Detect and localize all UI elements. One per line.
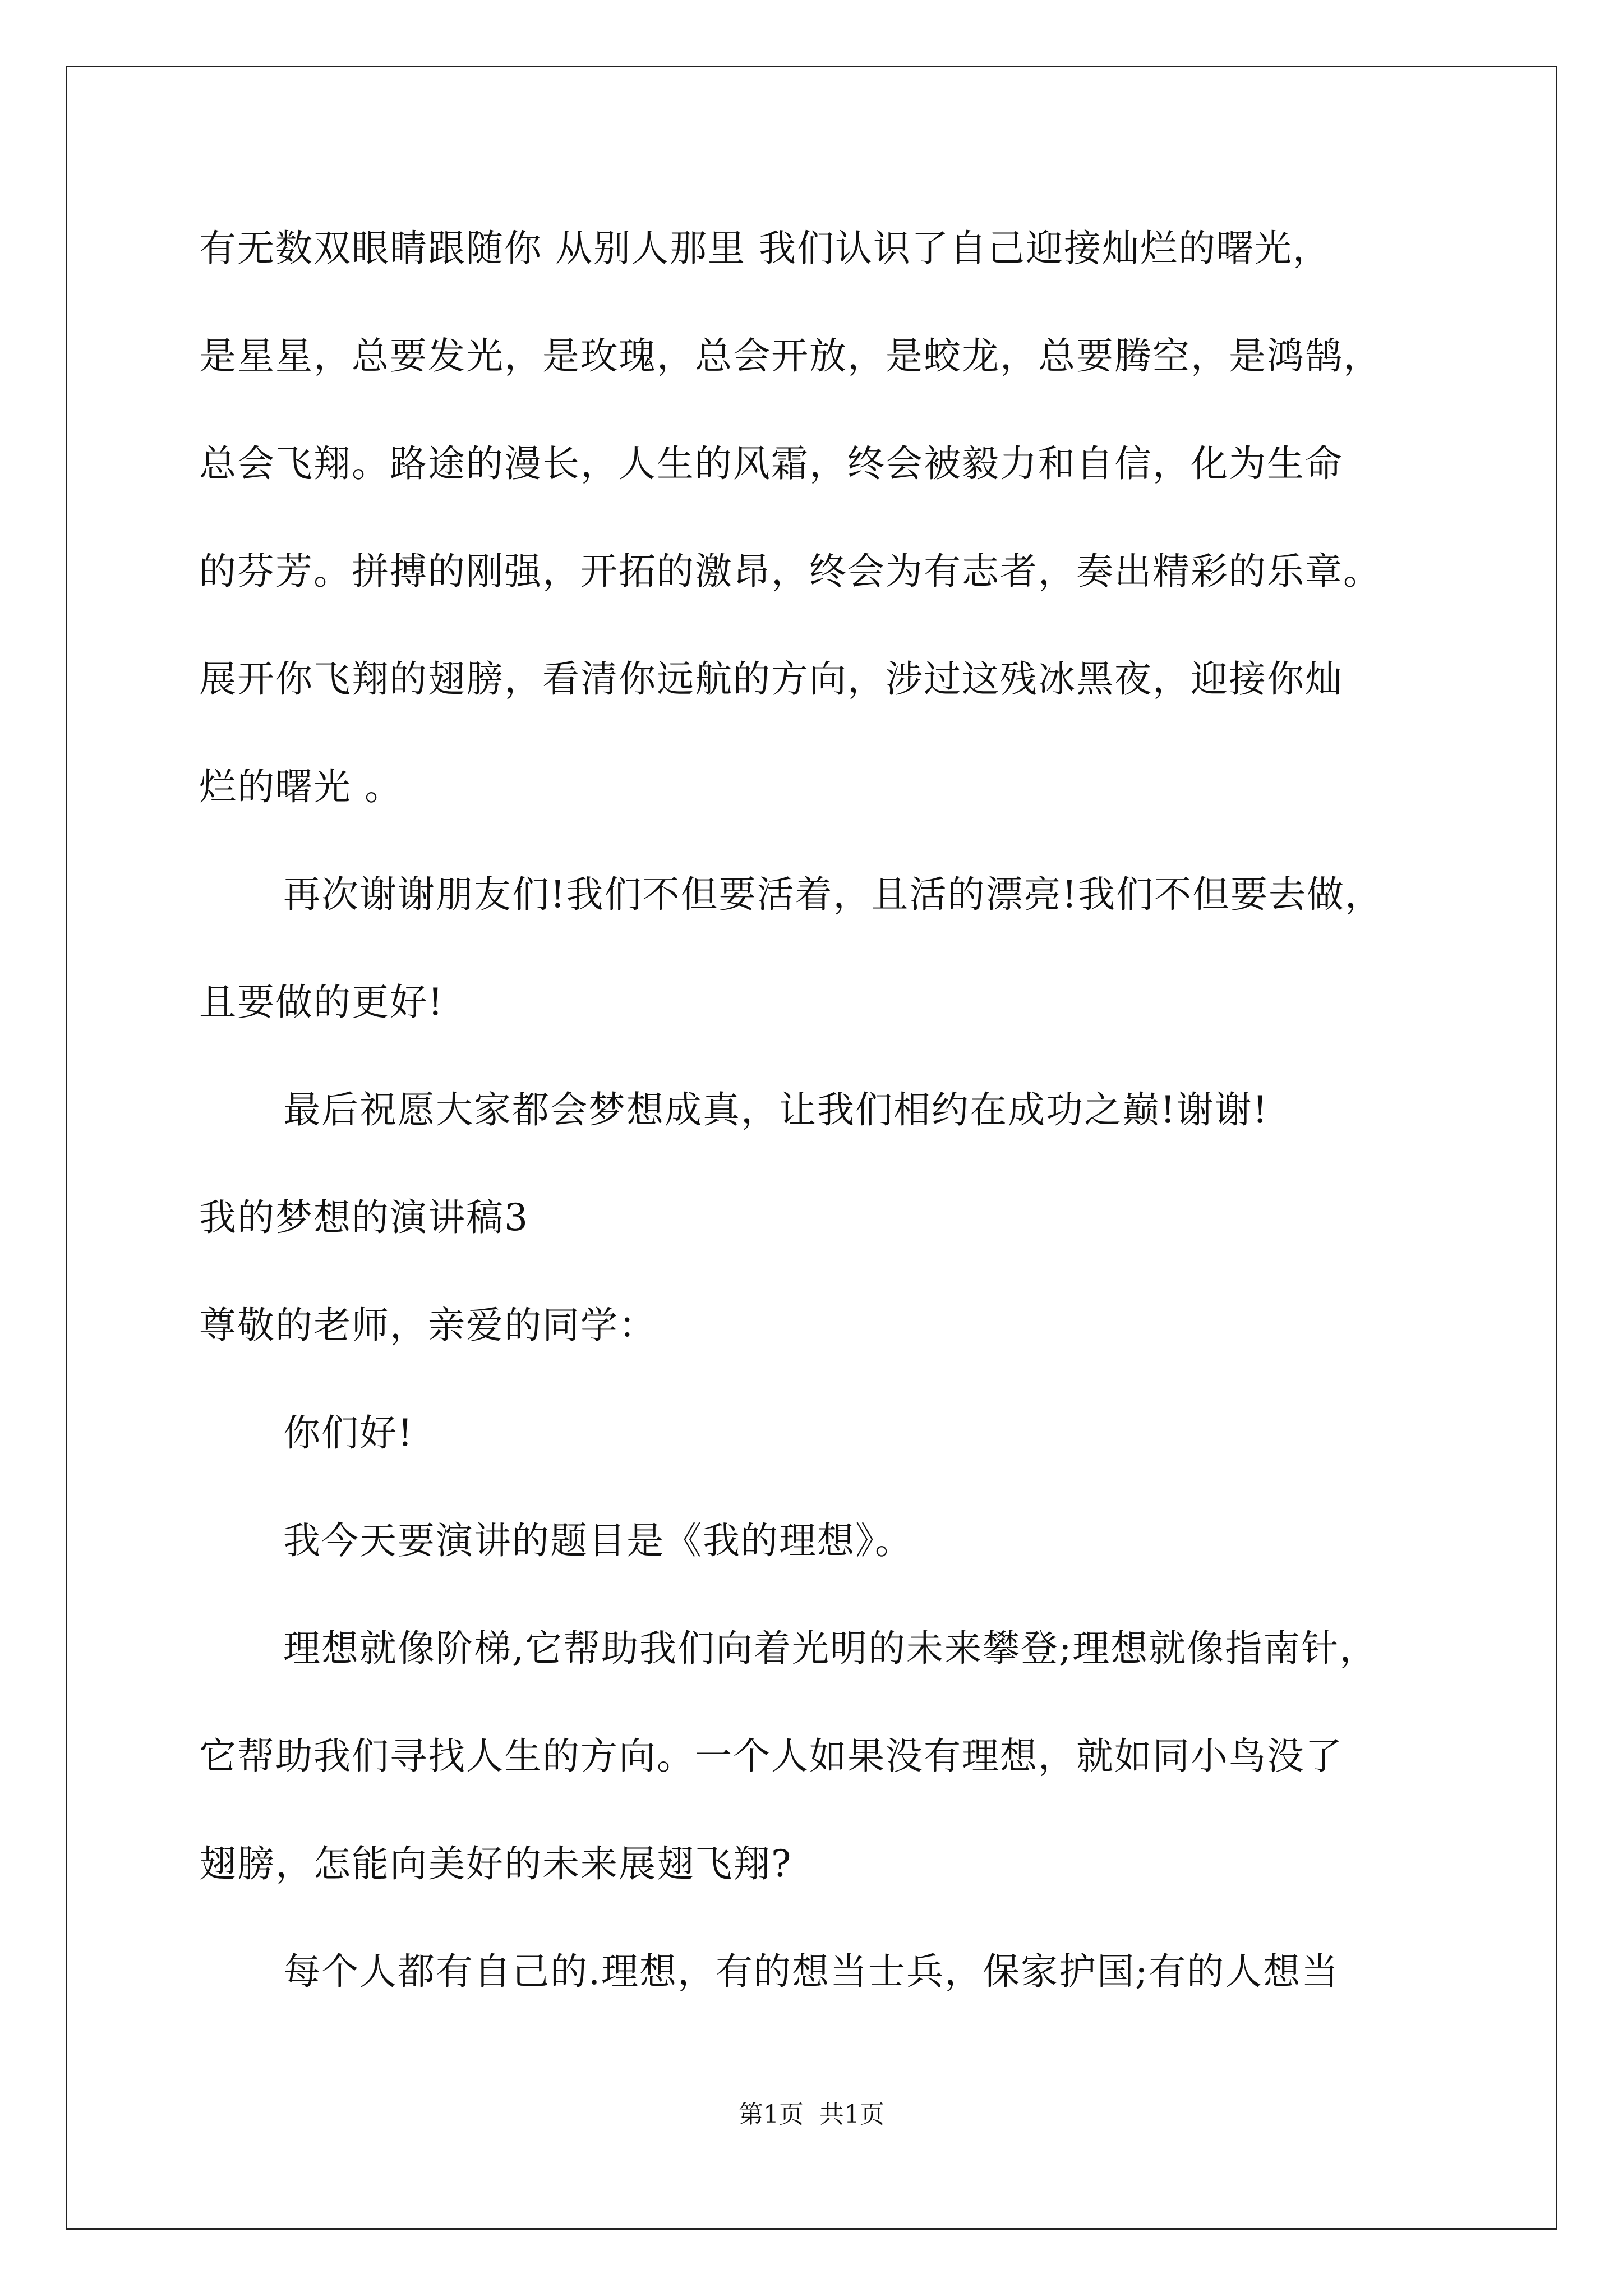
section-heading: 我的梦想的演讲稿3 (199, 1196, 529, 1239)
paragraph-line: 我今天要演讲的题目是《我的理想》。 (283, 1519, 913, 1562)
page-border (66, 66, 1557, 2230)
paragraph-line: 每个人都有自己的.理想，有的想当士兵，保家护国;有的人想当 (283, 1950, 1340, 1993)
paragraph-line: 的芬芳。拼搏的刚强，开拓的激昂，终会为有志者，奏出精彩的乐章。 (199, 550, 1381, 593)
paragraph-line: 烂的曙光 。 (199, 765, 403, 808)
paragraph-line: 它帮助我们寻找人生的方向。一个人如果没有理想，就如同小鸟没了 (199, 1734, 1343, 1778)
paragraph-line: 展开你飞翔的翅膀，看清你远航的方向，涉过这残冰黑夜，迎接你灿 (199, 657, 1343, 701)
salutation: 尊敬的老师，亲爱的同学： (199, 1304, 657, 1347)
paragraph-line: 再次谢谢朋友们!我们不但要活着，且活的漂亮!我们不但要去做， (283, 873, 1384, 916)
paragraph-line: 最后祝愿大家都会梦想成真，让我们相约在成功之巅!谢谢! (283, 1088, 1269, 1131)
page-number-footer: 第1页 共1页 (739, 2100, 884, 2129)
paragraph-line: 总会飞翔。路途的漫长，人生的风霜，终会被毅力和自信，化为生命 (199, 442, 1343, 485)
paragraph-line: 是星星，总要发光，是玫瑰，总会开放，是蛟龙，总要腾空，是鸿鹄， (199, 334, 1381, 378)
greeting: 你们好! (283, 1411, 414, 1455)
paragraph-line: 理想就像阶梯,它帮助我们向着光明的未来攀登;理想就像指南针， (283, 1627, 1378, 1670)
paragraph-line: 有无数双眼睛跟随你 从别人那里 我们认识了自己迎接灿烂的曙光， (199, 227, 1331, 270)
paragraph-line: 且要做的更好! (199, 981, 444, 1024)
paragraph-line: 翅膀，怎能向美好的未来展翅飞翔? (199, 1842, 792, 1885)
